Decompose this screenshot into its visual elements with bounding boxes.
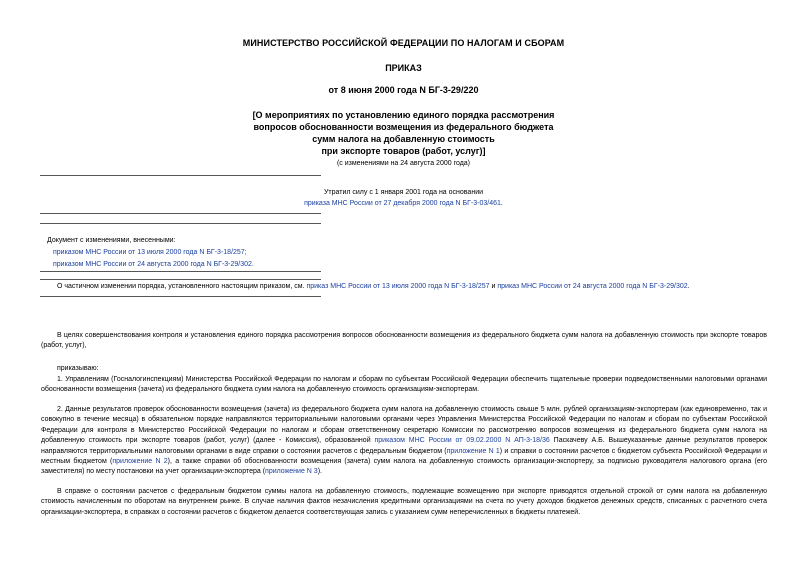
title-line: при экспорте товаров (работ, услуг)] [321,146,486,156]
p3-text: ), а также справки об обоснованности возмещения (зачета) сумм налога на добавленную стоимость организации-экспортеру, за подписью руководителя налогового органа (его заместителя) по месту постановки на учет организации-экспортера ( [41,458,768,476]
lost-force-note [0,187,807,209]
change-link[interactable]: приказом МНС России от 24 августа 2000 года N БГ-3-29/302. [53,261,254,268]
partial-link-2[interactable]: приказ МНС России от 24 августа 2000 года N БГ-3-29/302 [497,283,688,290]
document-type: ПРИКАЗ [385,63,422,73]
partial-link-1[interactable]: приказ МНС России от 13 июля 2000 года N БГ-3-18/257 [306,283,490,290]
body-paragraph: В целях совершенствования контроля и установления единого порядка рассмотрения вопросов обоснованности возмещения из федерального бюджета сумм налога на добавленную стоимость при экспорте товаров (работ, услуг), [41,332,767,350]
p3-link-appendix-1[interactable]: приложение N 1 [446,447,500,455]
title-line: вопросов обоснованности возмещения из федерального бюджета [253,122,554,132]
divider [40,296,321,297]
partial-text: О частичном изменении порядка, установленного настоящим приказом, см. [57,283,305,290]
lost-force-link[interactable]: приказа МНС России от 27 декабря 2000 года N БГ-3-03/461 [304,200,501,207]
changes-intro: Документ с изменениями, внесенными: [47,237,176,244]
p3-text: ). [317,468,322,476]
p3-text: Паскачеву А.Б. Вышеуказанные данные результатов проверок направляются территориальными налоговыми органами в виде справки о состоянии расчетов с федеральным бюджетом ( [41,437,767,455]
body-paragraph: В справке о состоянии расчетов с федеральным бюджетом суммы налога на добавленную стоимость, подлежащие возмещению при экспорте приводятся отдельной строкой от сумм налога на добавленную стоимость начисленным по оборотам на внутреннем рынке. В случае наличия фактов незачисления кредитными организациями на счета по учету доходов бюджетов денежных средств, списанных с расчетного счета организации-экспортера, в справках о состоянии расчетов с бюджетом делается соответствующая запись с указанием сумм неперечисленных в бюджеты платежей. [41,488,767,516]
divider [40,271,321,272]
partial-and: и [491,283,496,290]
divider [40,279,321,280]
partial-change-note [57,283,690,290]
changes-block [47,235,254,271]
order-word: приказываю: [57,365,99,372]
p3-link-appendix-2[interactable]: приложение N 2 [112,458,168,466]
title-line: сумм налога на добавленную стоимость [312,134,495,144]
body-paragraph: 1. Управлениям (Госналогинспекциям) Министерства Российской Федерации по налогам и сборам по субъектам Российской Федерации обеспечить тщательные проверки подведомственными налоговыми органами обоснованности возмещения (зачета) из федерального бюджета сумм налога на добавленную стоимость организациям-экспортерам. [41,376,767,394]
p3-text: 2. Данные результатов проверок обоснованности возмещения (зачета) из федерального бюджета сумм налога на добавленную стоимость свыше 5 млн. рублей организациям-экспортерам (как единовременно, так и совокупно в течение месяца) в обязательном порядке направляются территориальными налоговыми органами через Управления Министерства Российской Федерации по налогам и сборам по субъектам Российской Федерации для контроля в Министерство Российской Федерации по налогам и сборам ответственному секретарю Комиссии по рассмотрению вопросов возмещения из федерального бюджета сумм налога на добавленную стоимость при экспорте товаров (работ, услуг) (далее - Комиссия), образованной [41,406,767,445]
partial-end: . [687,283,690,290]
p3-text: ) и справки о состоянии расчетов с бюджетом субъекта Российской Федерации и местным бюджетом ( [41,447,767,466]
lost-force-text: Утратил силу с 1 января 2001 года на основании [323,189,484,196]
p3-link-appendix-3[interactable]: приложение N 3 [265,468,318,476]
body-paragraph [41,405,767,478]
lost-force-end: . [500,200,503,207]
divider [40,175,321,176]
divider [40,223,321,224]
p3-link-order[interactable]: приказом МНС России от 09.02.2000 N АП-3-18/36 [374,437,550,445]
document-title [0,109,807,157]
change-link[interactable]: приказом МНС России от 13 июля 2000 года N БГ-3-18/257; [53,249,247,256]
amendment-note: (с изменениями на 24 августа 2000 года) [336,160,471,167]
title-line: [О мероприятиях по установлению единого порядка рассмотрения [252,110,555,120]
divider [40,213,321,214]
ministry-heading: МИНИСТЕРСТВО РОССИЙСКОЙ ФЕДЕРАЦИИ ПО НАЛОГАМ И СБОРАМ [242,38,565,48]
document-date-number: от 8 июня 2000 года N БГ-3-29/220 [328,85,479,95]
